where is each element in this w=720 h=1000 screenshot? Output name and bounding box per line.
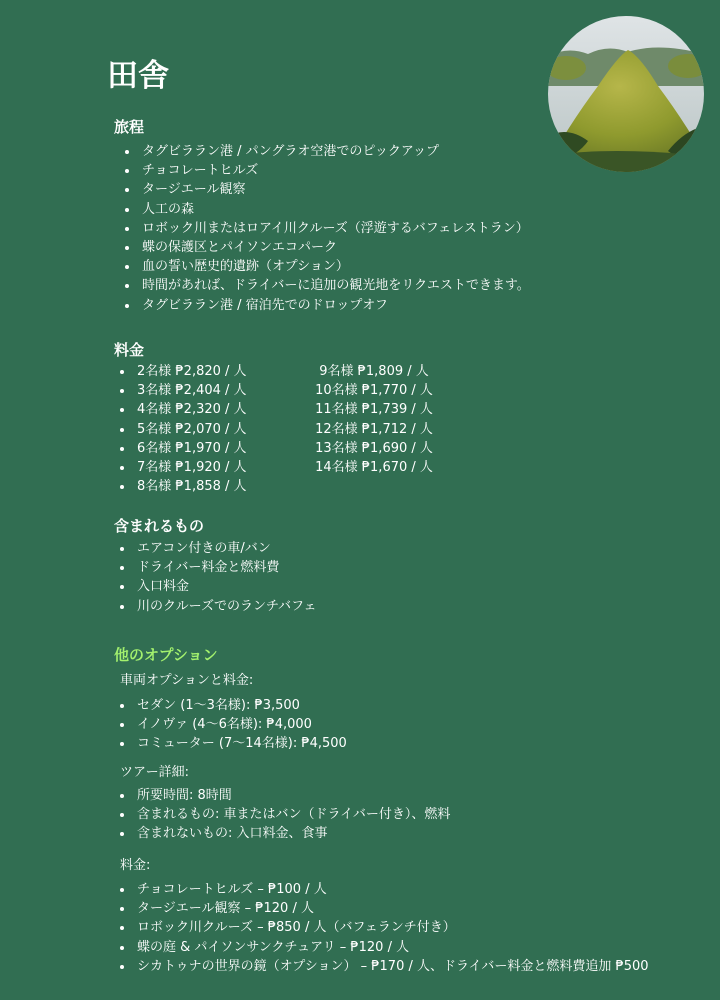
price-left: 3名様 ₱2,404 / 人 (137, 383, 247, 399)
vehicle-options-label: 車両オプションと料金: (120, 673, 254, 688)
list-item: 蝶の保護区とパイソンエコパーク (120, 238, 530, 257)
list-item: 含まれないもの: 入口料金、食事 (115, 824, 450, 843)
list-item: エアコン付きの車/バン (115, 539, 317, 558)
list-item: 川のクルーズでのランチバフェ (115, 597, 317, 616)
list-item: 含まれるもの: 車またはバン（ドライバー付き）、燃料 (115, 805, 450, 824)
price-row (115, 439, 439, 458)
list-item: コミューター (7〜14名様): ₱4,500 (115, 734, 347, 753)
included-heading: 含まれるもの (114, 517, 205, 535)
price-right: 11名様 ₱1,739 / 人 (315, 402, 433, 418)
page-title: 田舎 (107, 58, 169, 94)
list-item: セダン (1〜3名様): ₱3,500 (115, 696, 347, 715)
list-item: 人工の森 (120, 200, 530, 219)
list-item: チョコレートヒルズ – ₱100 / 人 (115, 880, 649, 899)
included-list (115, 539, 317, 616)
price-row (115, 362, 439, 381)
price-left: 5名様 ₱2,070 / 人 (137, 421, 247, 437)
price-right: 14名様 ₱1,670 / 人 (315, 460, 433, 476)
list-item: タージエール観察 (120, 180, 530, 199)
hill-illustration (548, 16, 704, 172)
list-item: ドライバー料金と燃料費 (115, 558, 317, 577)
list-item: 時間があれば、ドライバーに追加の観光地をリクエストできます。 (120, 276, 530, 295)
pricing-heading: 料金 (114, 341, 145, 359)
price-left: 8名様 ₱1,858 / 人 (137, 479, 247, 495)
list-item: 所要時間: 8時間 (115, 786, 450, 805)
itinerary-heading: 旅程 (114, 118, 145, 136)
price-right: 12名様 ₱1,712 / 人 (315, 421, 433, 437)
price-left: 6名様 ₱1,970 / 人 (137, 440, 247, 456)
list-item: 入口料金 (115, 577, 317, 596)
list-item: ロボック川またはロアイ川クルーズ（浮遊するバフェレストラン） (120, 219, 530, 238)
list-item: 蝶の庭 & パイソンサンクチュアリ – ₱120 / 人 (115, 938, 649, 957)
price-right: 13名様 ₱1,690 / 人 (315, 440, 433, 456)
price-left: 4名様 ₱2,320 / 人 (137, 402, 247, 418)
list-item: タグビララン港 / パングラオ空港でのピックアップ (120, 142, 530, 161)
list-item: 血の誓い歴史的遺跡（オプション） (120, 257, 530, 276)
list-item: チョコレートヒルズ (120, 161, 530, 180)
itinerary-list (120, 142, 530, 315)
options-heading: 他のオプション (114, 646, 218, 664)
price-row (115, 400, 439, 419)
price-right: 10名様 ₱1,770 / 人 (315, 383, 433, 399)
fees-list (115, 880, 649, 976)
price-row (115, 381, 439, 400)
list-item: タージエール観察 – ₱120 / 人 (115, 899, 649, 918)
price-right: 9名様 ₱1,809 / 人 (319, 364, 429, 379)
price-left: 7名様 ₱1,920 / 人 (137, 460, 247, 476)
price-row (115, 458, 439, 477)
list-item: タグビララン港 / 宿泊先でのドロップオフ (120, 296, 530, 315)
vehicle-options-list (115, 696, 347, 754)
fees-label: 料金: (120, 858, 151, 873)
chocolate-hills-photo (548, 16, 704, 172)
price-left: 2名様 ₱2,820 / 人 (137, 364, 247, 379)
price-right (309, 477, 439, 496)
price-row (115, 420, 439, 439)
pricing-list (115, 362, 439, 496)
tour-details-list (115, 786, 450, 844)
tour-details-label: ツアー詳細: (120, 765, 189, 780)
price-row (115, 477, 439, 496)
list-item: イノヴァ (4〜6名様): ₱4,000 (115, 715, 347, 734)
list-item: シカトゥナの世界の鏡（オプション） – ₱170 / 人、ドライバー料金と燃料費追加 ₱500 (115, 957, 649, 976)
list-item: ロボック川クルーズ – ₱850 / 人（バフェランチ付き） (115, 918, 649, 937)
